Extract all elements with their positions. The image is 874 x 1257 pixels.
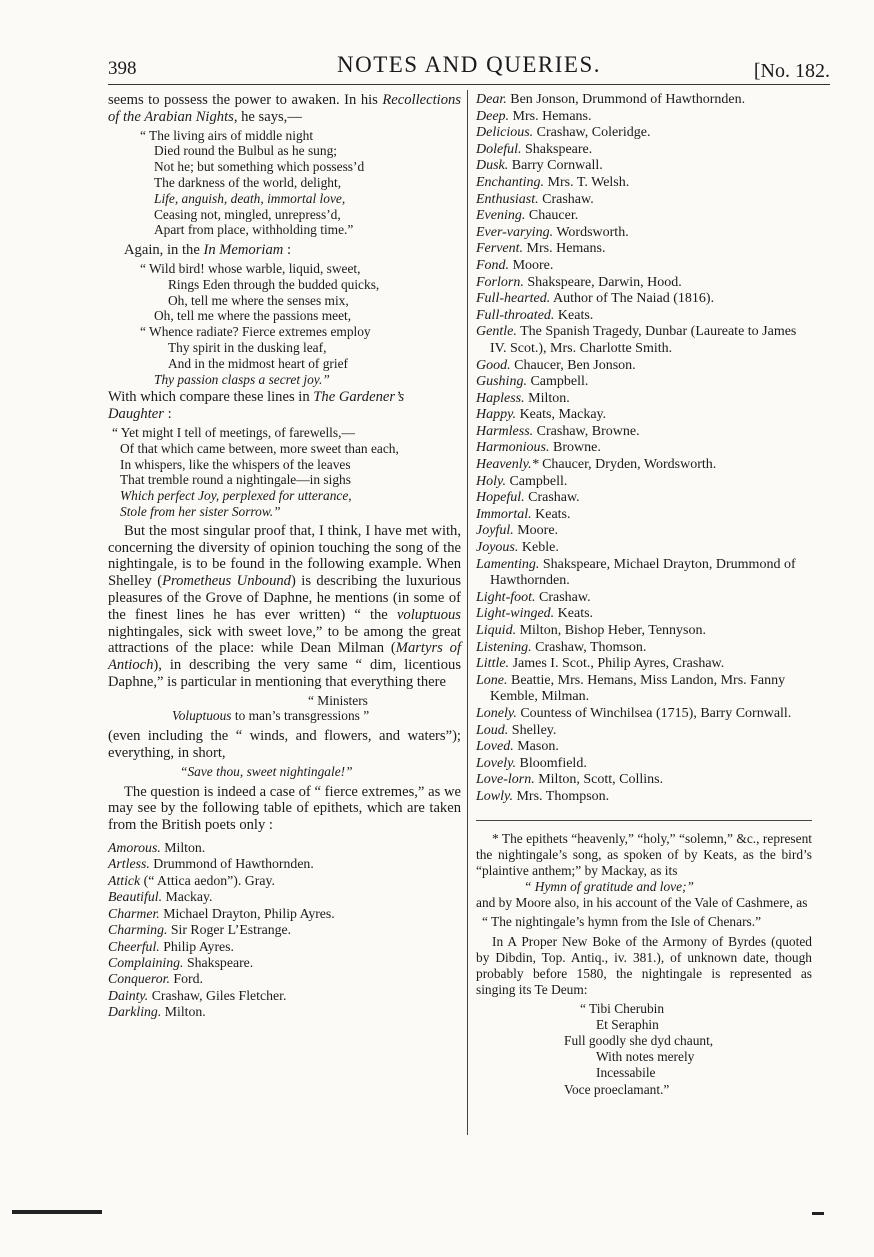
epithet-entry: [476, 358, 812, 375]
epithet-entry: [476, 275, 812, 292]
epithet-entry: [108, 840, 461, 856]
verse-line: Et Seraphin: [596, 1016, 659, 1032]
poem-line: Oh, tell me where the passions meet,: [154, 308, 352, 324]
quote-save-thou: “Save thou, sweet nightingale!”: [180, 763, 353, 779]
epithet-term: Darkling.: [108, 1004, 162, 1020]
epithet-poets: Shakspeare.: [525, 141, 593, 157]
footnote: [476, 831, 812, 1098]
epithet-poets: Wordsworth.: [556, 224, 629, 240]
epithet-term: Listening.: [476, 639, 532, 655]
poem-line: Not he; but something which possess’d: [154, 159, 365, 175]
epithet-poets: Mrs. Hemans.: [512, 108, 592, 124]
epithet-term: Lovely.: [476, 755, 517, 771]
epithet-term: Fond.: [476, 257, 510, 273]
epithet-poets: Chaucer, Dryden, Wordsworth.: [542, 457, 717, 473]
epithet-poets: Mrs. Hemans.: [526, 241, 606, 257]
epithet-entry: [476, 391, 812, 408]
epithet-poets: (“ Attica aedon”). Gray.: [143, 872, 275, 888]
footnote-paragraph: and by Moore also, in his account of the Vale of Cashmere, as: [476, 895, 808, 911]
epithet-term: Charmer.: [108, 905, 160, 921]
paragraph-question: The question is indeed a case of “ fierce extremes,” as we may see by the following table of epithets, which are taken from the British poets only :: [108, 783, 461, 834]
epithet-entry: [108, 873, 461, 889]
epithet-poets: Crashaw, Giles Fletcher.: [151, 987, 287, 1003]
verse-line: Full goodly she dyd chaunt,: [564, 1032, 714, 1048]
epithet-entry: [476, 723, 812, 740]
poem-line: Life, anguish, death, immortal love,: [154, 190, 346, 206]
epithet-entry: [476, 739, 812, 756]
epithet-term: Amorous.: [108, 840, 161, 856]
poem-in-memoriam: [140, 261, 461, 387]
poem-line: “ The living airs of middle night: [140, 127, 314, 143]
epithet-term: Holy.: [476, 473, 506, 489]
epithet-table-left: [108, 840, 461, 1020]
epithet-poets: Milton.: [164, 1004, 206, 1020]
epithet-poets: Sir Roger L’Estrange.: [170, 922, 292, 938]
header-rule: [108, 84, 830, 85]
poem-arabian-nights: [140, 128, 461, 239]
verse-line: “ Tibi Cherubin: [580, 1000, 665, 1016]
verse-line: Voce proeclamant.”: [564, 1081, 670, 1097]
column-divider: [467, 90, 468, 1135]
epithet-term: Enthusiast.: [476, 191, 539, 207]
epithet-entry: [108, 955, 461, 971]
poem-line: Which perfect Joy, perplexed for utterance,: [120, 488, 352, 504]
epithet-entry: [476, 673, 812, 706]
epithet-term: Gentle.: [476, 324, 517, 340]
poem-line: Thy spirit in the dusking leaf,: [168, 339, 327, 355]
poem-line: “ Yet might I tell of meetings, of farewells,—: [112, 424, 355, 440]
poem-line: Oh, tell me where the senses mix,: [168, 292, 349, 308]
epithet-entry: [476, 109, 812, 126]
epithet-term: Lamenting.: [476, 556, 540, 572]
epithet-poets: James I. Scot., Philip Ayres, Crashaw.: [512, 656, 725, 672]
epithet-entry: [476, 440, 812, 457]
epithet-poets: Keats.: [535, 506, 571, 522]
epithet-term: Full-throated.: [476, 307, 555, 323]
epithet-entry: [476, 507, 812, 524]
bottom-mark-left: [12, 1210, 102, 1214]
epithet-poets: Crashaw.: [539, 589, 591, 605]
epithet-entry: [476, 640, 812, 657]
epithet-term: Liquid.: [476, 623, 517, 638]
epithet-entry: [476, 225, 812, 242]
compare-line: With which compare these lines in The Gardener’s Daughter :: [108, 389, 405, 423]
epithet-poets: Shakspeare, Darwin, Hood.: [527, 274, 682, 290]
epithet-entry: [476, 208, 812, 225]
poem-line: Thy passion clasps a secret joy.”: [154, 371, 330, 387]
epithet-poets: Bloomfield.: [519, 755, 587, 771]
epithet-poets: Countess of Winchilsea (1715), Barry Cornwall.: [520, 705, 792, 721]
poem-line: That tremble round a nightingale—in sighs: [120, 472, 351, 488]
verse-line: Incessabile: [596, 1065, 656, 1081]
footnote-paragraph: * The epithets “heavenly,” “holy,” “solemn,” &c., represent the nightingale’s song, as spoken of by Keats, as the bird’s “plaintive anthem;” by Mackay, as its: [476, 830, 812, 878]
epithet-entry: [476, 125, 812, 142]
right-column: [476, 92, 812, 1098]
epithet-term: Hapless.: [476, 390, 525, 406]
poem-line: “ Wild bird! whose warble, liquid, sweet,: [140, 260, 361, 276]
again-line: Again, in the In Memoriam :: [124, 242, 292, 259]
epithet-poets: Michael Drayton, Philip Ayres.: [163, 905, 335, 921]
epithet-term: Good.: [476, 357, 511, 373]
epithet-term: Immortal.: [476, 506, 532, 522]
epithet-poets: Drummond of Hawthornden.: [153, 856, 314, 872]
footnote-rule: [476, 820, 812, 821]
epithet-entry: [476, 92, 812, 109]
epithet-term: Enchanting.: [476, 174, 545, 190]
epithet-entry: [476, 590, 812, 607]
epithet-entry: [476, 258, 812, 275]
epithet-poets: Shakspeare, Michael Drayton, Drummond of Hawthornden.: [490, 556, 796, 589]
bottom-mark-right: [812, 1212, 824, 1215]
epithet-entry: [476, 374, 812, 391]
epithet-entry: [476, 407, 812, 424]
epithet-poets: Barry Cornwall.: [511, 158, 603, 174]
epithet-term: Artless.: [108, 856, 150, 872]
epithet-entry: [476, 474, 812, 491]
epithet-term: Love-lorn.: [476, 772, 535, 788]
epithet-entry: [476, 606, 812, 623]
epithet-poets: Crashaw, Thomson.: [535, 639, 647, 655]
epithet-entry: [476, 175, 812, 192]
epithet-poets: Shelley.: [511, 722, 557, 738]
page-number: 398: [108, 58, 137, 79]
poem-gardeners-daughter: [112, 425, 461, 520]
epithet-entry: [476, 241, 812, 258]
epithet-entry: [108, 856, 461, 872]
footnote-paragraph: In A Proper New Boke of the Armony of Byrdes (quoted by Dibdin, Top. Antiq., iv. 381.), of unknown date, though probably before 1580, the nightingale is represented as singing its Te Deum:: [476, 933, 812, 998]
journal-title: NOTES AND QUERIES.: [336, 52, 602, 77]
epithet-table-right: [476, 92, 812, 806]
latin-verse: [564, 1001, 812, 1098]
epithet-term: Evening.: [476, 208, 526, 224]
epithet-poets: Milton, Scott, Collins.: [538, 772, 664, 788]
epithet-entry: [108, 971, 461, 987]
epithet-poets: Mackay.: [165, 889, 213, 905]
epithet-entry: [476, 192, 812, 209]
poem-line: And in the midmost heart of grief: [168, 355, 348, 371]
quote-line: “ Ministers: [308, 692, 368, 708]
epithet-term: Little.: [476, 656, 510, 672]
epithet-term: Joyful.: [476, 523, 514, 539]
poem-line: Rings Eden through the budded quicks,: [168, 276, 380, 292]
epithet-poets: Milton.: [164, 840, 206, 856]
epithet-entry: [476, 158, 812, 175]
epithet-poets: Keats.: [557, 606, 594, 622]
epithet-term: Full-hearted.: [476, 291, 551, 307]
epithet-entry: [476, 656, 812, 673]
epithet-poets: Mrs. Thompson.: [516, 788, 610, 804]
epithet-term: Lonely.: [476, 705, 517, 721]
epithet-entry: [476, 142, 812, 159]
epithet-poets: Campbell.: [530, 374, 589, 390]
epithet-entry: [108, 906, 461, 922]
epithet-term: Heavenly.*: [476, 457, 539, 473]
epithet-term: Conqueror.: [108, 971, 170, 987]
paragraph-shelley: But the most singular proof that, I think, I have met with, concerning the diversity of opinion touching the song of the nightingale, is to be found in the following example. When Shelley (Prometheus Unbound) is describing the luxurious pleasures of the Grove of Daphne, he mentions (in some of the finest lines he has ever written) “ the voluptuous nightingales, sick with sweet love,” to be among the great attractions of the place: while Dean Milman (Martyrs of Antioch), in describing the very same “ dim, licentious Daphne,” is particular in mentioning that everything there: [108, 522, 461, 690]
intro-paragraph: seems to possess the power to awaken. In his Recollections of the Arabian Nights, he says,—: [108, 92, 461, 125]
epithet-term: Delicious.: [476, 125, 534, 141]
epithet-poets: Author of The Naiad (1816).: [553, 291, 715, 307]
poem-line: The darkness of the world, delight,: [154, 174, 342, 190]
epithet-entry: [476, 424, 812, 441]
epithet-entry: [476, 772, 812, 789]
epithet-entry: [108, 922, 461, 938]
epithet-entry: [476, 490, 812, 507]
epithet-entry: [476, 308, 812, 325]
epithet-term: Harmless.: [476, 423, 534, 439]
quote-milman: [108, 693, 461, 725]
running-header: [108, 52, 830, 82]
epithet-term: Charming.: [108, 922, 168, 938]
quote-line: Voluptuous to man’s transgressions ”: [172, 708, 370, 724]
epithet-term: Light-foot.: [476, 589, 536, 605]
left-column: [108, 92, 461, 1021]
epithet-poets: Beattie, Mrs. Hemans, Miss Landon, Mrs. Fanny Kemble, Milman.: [490, 672, 786, 705]
epithet-term: Joyous.: [476, 540, 519, 556]
verse-line: With notes merely: [596, 1049, 695, 1065]
epithet-term: Gushing.: [476, 374, 527, 390]
epithet-entry: [476, 557, 812, 590]
epithet-entry: [476, 540, 812, 557]
epithet-entry: [476, 324, 812, 357]
epithet-term: Harmonious.: [476, 440, 550, 456]
poem-line: Died round the Bulbul as he sung;: [154, 143, 337, 159]
epithet-poets: Keats, Mackay.: [519, 407, 607, 423]
epithet-poets: Crashaw, Browne.: [536, 423, 640, 439]
epithet-poets: Moore.: [517, 523, 559, 539]
epithet-term: Attick: [108, 872, 141, 888]
epithet-poets: The Spanish Tragedy, Dunbar (Laureate to James IV. Scot.), Mrs. Charlotte Smith.: [490, 324, 797, 356]
epithet-poets: Milton.: [528, 390, 570, 406]
epithet-poets: Browne.: [553, 440, 601, 456]
epithet-entry: [108, 889, 461, 905]
poem-line: “ Whence radiate? Fierce extremes employ: [140, 324, 371, 340]
epithet-poets: Chaucer.: [528, 208, 579, 224]
epithet-term: Dainty.: [108, 987, 149, 1003]
epithet-entry: [476, 706, 812, 723]
epithet-entry: [108, 1004, 461, 1020]
epithet-term: Hopeful.: [476, 490, 525, 506]
epithet-term: Fervent.: [476, 241, 524, 257]
epithet-term: Dusk.: [476, 158, 509, 174]
epithet-poets: Mrs. T. Welsh.: [547, 174, 630, 190]
footnote-quote: “ Hymn of gratitude and love;”: [524, 879, 694, 895]
paragraph-winds: (even including the “ winds, and flowers, and waters”); everything, in short,: [108, 728, 461, 762]
epithet-poets: Ford.: [173, 971, 203, 987]
epithet-poets: Moore.: [512, 257, 554, 273]
epithet-term: Forlorn.: [476, 274, 524, 290]
epithet-poets: Keble.: [521, 540, 559, 556]
epithet-poets: Philip Ayres.: [163, 938, 234, 954]
epithet-entry: [476, 291, 812, 308]
epithet-term: Doleful.: [476, 141, 522, 157]
epithet-term: Dear.: [476, 92, 507, 107]
epithet-term: Light-winged.: [476, 606, 555, 622]
epithet-entry: [476, 457, 812, 474]
epithet-term: Loved.: [476, 739, 514, 755]
poem-line: In whispers, like the whispers of the leaves: [120, 456, 351, 472]
epithet-term: Beautiful.: [108, 889, 163, 905]
epithet-poets: Ben Jonson, Drummond of Hawthornden.: [510, 92, 746, 107]
epithet-term: Ever-varying.: [476, 224, 554, 240]
poem-line: Ceasing not, mingled, unrepress’d,: [154, 206, 341, 222]
issue-number: [No. 182.: [753, 60, 830, 82]
epithet-entry: [476, 756, 812, 773]
epithet-entry: [108, 988, 461, 1004]
epithet-term: Deep.: [476, 108, 510, 124]
epithet-poets: Keats.: [557, 307, 594, 323]
epithet-entry: [476, 523, 812, 540]
epithet-entry: [476, 789, 812, 806]
epithet-term: Happy.: [476, 407, 517, 423]
epithet-poets: Milton, Bishop Heber, Tennyson.: [519, 623, 706, 638]
epithet-term: Lowly.: [476, 788, 513, 804]
epithet-term: Cheerful.: [108, 938, 160, 954]
epithet-term: Complaining.: [108, 954, 184, 970]
footnote-quote: “ The nightingale’s hymn from the Isle of Chenars.”: [482, 913, 762, 929]
epithet-poets: Crashaw.: [528, 490, 580, 506]
epithet-term: Lone.: [476, 672, 508, 688]
epithet-term: Loud.: [476, 722, 509, 738]
epithet-poets: Crashaw, Coleridge.: [536, 125, 651, 141]
poem-line: Of that which came between, more sweet than each,: [120, 440, 399, 456]
epithet-poets: Mason.: [517, 739, 559, 755]
epithet-poets: Campbell.: [509, 473, 568, 489]
epithet-poets: Crashaw.: [542, 191, 594, 207]
poem-line: Stole from her sister Sorrow.”: [120, 503, 281, 519]
epithet-entry: [108, 939, 461, 955]
epithet-poets: Chaucer, Ben Jonson.: [514, 357, 636, 373]
epithet-entry: [476, 623, 812, 640]
poem-line: Apart from place, withholding time.”: [154, 222, 354, 238]
epithet-poets: Shakspeare.: [186, 954, 254, 970]
